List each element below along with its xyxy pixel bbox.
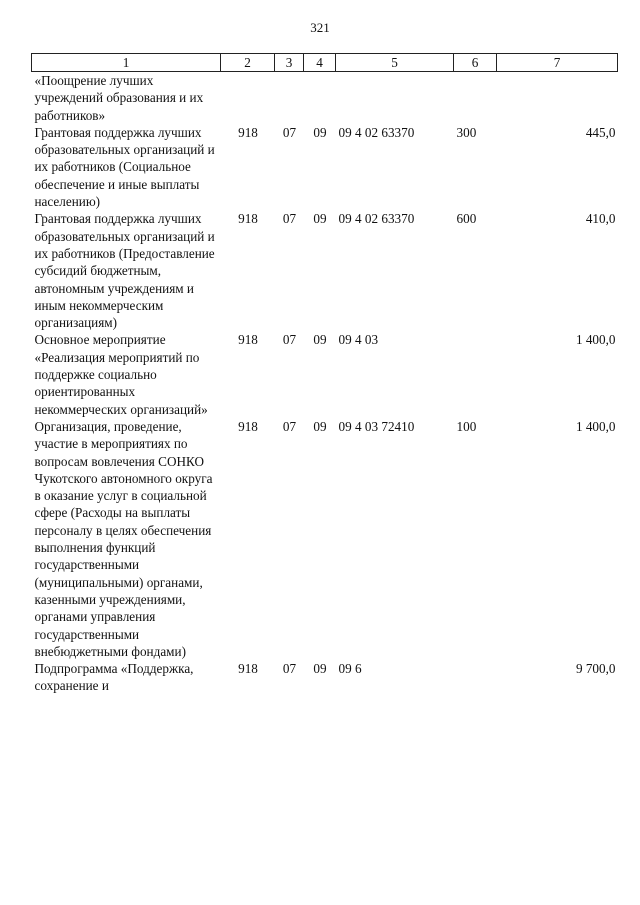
table-header-row xyxy=(32,54,618,72)
row-subsection: 09 xyxy=(313,124,327,140)
column-header-section: 3 xyxy=(275,54,304,72)
column-header-target-article: 5 xyxy=(336,54,454,72)
row-amount: 9 700,0 xyxy=(575,661,616,677)
row-expense-type xyxy=(454,331,497,417)
table-row xyxy=(32,418,618,660)
row-amount xyxy=(497,72,618,124)
row-subsection: 09 xyxy=(313,211,327,227)
row-expense-type: 100 xyxy=(456,418,477,434)
row-grbs: 918 xyxy=(238,661,258,677)
row-expense-type: 600 xyxy=(456,211,477,227)
row-section: 07 xyxy=(282,124,297,140)
row-grbs: 918 xyxy=(238,211,258,227)
table-row xyxy=(32,331,618,417)
row-target-article: 09 6 xyxy=(338,661,362,677)
table-row xyxy=(32,210,618,331)
row-amount: 1 400,0 xyxy=(575,418,616,434)
table-row xyxy=(32,124,618,210)
column-header-amount: 7 xyxy=(497,54,618,72)
row-amount: 410,0 xyxy=(585,211,616,227)
table-row xyxy=(32,72,618,124)
row-target-article xyxy=(336,72,454,124)
column-header-grbs: 2 xyxy=(221,54,275,72)
row-expense-type xyxy=(454,660,497,695)
row-grbs: 918 xyxy=(238,418,258,434)
row-name: Организация, проведение, участие в мероприятиях по вопросам вовлечения СОНКО Чукотского автономного округа в оказание услуг в социальной сфере (Расходы на выплаты персоналу в целях обеспечения выполнения функций государственными (муниципальными) органами, казенными учреждениями, органами управления государственными внебюджетными фондами) xyxy=(34,418,213,659)
row-subsection: 09 xyxy=(313,332,327,348)
row-expense-type xyxy=(454,72,497,124)
row-target-article: 09 4 03 xyxy=(338,332,379,348)
row-section: 07 xyxy=(282,332,297,348)
row-name: Грантовая поддержка лучших образовательных организаций и их работников (Предоставление субсидий бюджетным, автономным учреждениям и иным некоммерческим организациям) xyxy=(34,211,215,331)
row-subsection xyxy=(304,72,336,124)
row-amount: 445,0 xyxy=(585,124,616,140)
column-header-subsection: 4 xyxy=(304,54,336,72)
row-target-article: 09 4 03 72410 xyxy=(338,418,415,434)
row-grbs xyxy=(221,72,275,124)
row-amount: 1 400,0 xyxy=(575,332,616,348)
row-name: Подпрограмма «Поддержка, сохранение и xyxy=(34,661,194,694)
column-header-expense-type: 6 xyxy=(454,54,497,72)
budget-table xyxy=(31,53,618,695)
row-grbs: 918 xyxy=(238,332,258,348)
row-section: 07 xyxy=(282,211,297,227)
page-number: 321 xyxy=(310,20,330,35)
row-target-article: 09 4 02 63370 xyxy=(338,124,415,140)
row-name: «Поощрение лучших учреждений образования и их работников» xyxy=(34,73,204,123)
row-section xyxy=(275,72,304,124)
row-name: Основное мероприятие «Реализация мероприятий по поддержке социально ориентированных некоммерческих организаций» xyxy=(34,332,208,417)
row-subsection: 09 xyxy=(313,661,327,677)
column-header-name: 1 xyxy=(32,54,221,72)
row-section: 07 xyxy=(282,418,297,434)
table-row xyxy=(32,660,618,695)
row-name: Грантовая поддержка лучших образовательных организаций и их работников (Социальное обеспечение и иные выплаты населению) xyxy=(34,124,215,210)
row-expense-type: 300 xyxy=(456,124,477,140)
row-subsection: 09 xyxy=(313,418,327,434)
row-target-article: 09 4 02 63370 xyxy=(338,211,415,227)
row-grbs: 918 xyxy=(238,124,258,140)
row-section: 07 xyxy=(282,661,297,677)
